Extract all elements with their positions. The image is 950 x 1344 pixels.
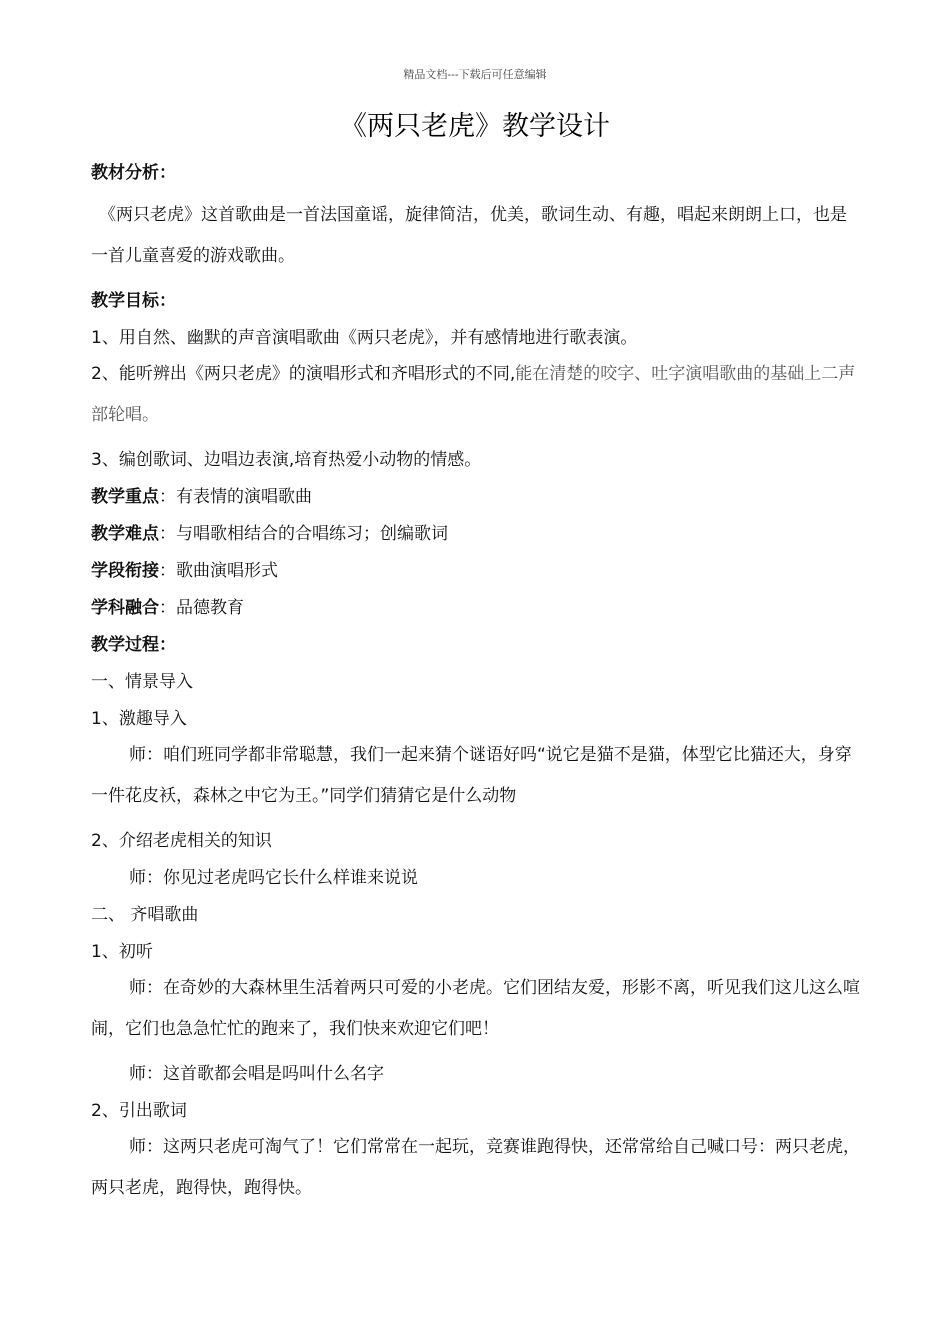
subject-fusion-value: ：品德教育	[159, 598, 244, 618]
part1-step1: 1、激趣导入	[91, 709, 187, 729]
part1-step2-text: 师：你见过老虎吗它长什么样谁来说说	[129, 868, 418, 888]
stage-link-label: 学段衔接	[91, 561, 159, 581]
difficulty	[91, 523, 861, 545]
difficulty-value: ：与唱歌相结合的合唱练习；创编歌词	[159, 524, 448, 544]
key-point	[91, 486, 861, 508]
goal-item-2-part-a: 2、能听辨出《两只老虎》的演唱形式和齐唱形式的不同,	[91, 364, 516, 384]
part2-step2: 2、引出歌词	[91, 1101, 187, 1121]
part1-step1-text: 师：咱们班同学都非常聪慧，我们一起来猜个谜语好吗“说它是猫不是猫，体型它比猫还大，身穿一件花皮袄，森林之中它为王。”同学们猜猜它是什么动物	[91, 745, 852, 806]
document-title: 《两只老虎》教学设计	[340, 111, 610, 142]
goals-heading: 教学目标：	[91, 291, 176, 311]
subject-fusion-label: 学科融合	[91, 598, 159, 618]
part2-step1: 1、初听	[91, 942, 153, 962]
part2-step1-text: 师：在奇妙的大森林里生活着两只可爱的小老虎。它们团结友爱，形影不离，听见我们这儿这么喧闹，它们也急急忙忙的跑来了，我们快来欢迎它们吧！	[91, 978, 860, 1039]
goal-item-2-part-b: 能在清楚的咬字、吐字演唱歌曲的基础上二声部轮唱。	[91, 364, 856, 425]
analysis-heading: 教材分析：	[91, 163, 176, 183]
part2-step1-text2: 师：这首歌都会唱是吗叫什么名字	[129, 1064, 384, 1084]
difficulty-label: 教学难点	[91, 524, 159, 544]
stage-link	[91, 560, 861, 582]
process-heading: 教学过程：	[91, 635, 176, 655]
goal-item-2	[91, 354, 861, 436]
analysis-text: 《两只老虎》这首歌曲是一首法国童谣，旋律简洁，优美，歌词生动、有趣，唱起来朗朗上口，也是一首儿童喜爱的游戏歌曲。	[91, 205, 847, 266]
key-point-value: ：有表情的演唱歌曲	[159, 487, 312, 507]
part1-step2: 2、介绍老虎相关的知识	[91, 831, 272, 851]
goal-item-3: 3、编创歌词、边唱边表演,培育热爱小动物的情感。	[91, 450, 482, 470]
document-body	[91, 162, 861, 1209]
part2-title: 二、 齐唱歌曲	[91, 905, 199, 925]
goal-item-1: 1、用自然、幽默的声音演唱歌曲《两只老虎》，并有感情地进行歌表演。	[91, 328, 638, 348]
key-point-label: 教学重点	[91, 487, 159, 507]
part2-step2-text: 师：这两只老虎可淘气了！它们常常在一起玩，竞赛谁跑得快，还常常给自己喊口号：两只老虎，两只老虎，跑得快，跑得快。	[91, 1137, 860, 1198]
stage-link-value: ：歌曲演唱形式	[159, 561, 278, 581]
subject-fusion	[91, 597, 861, 619]
header-note: 精品文档---下载后可任意编辑	[403, 68, 547, 81]
part1-title: 一、情景导入	[91, 672, 193, 692]
